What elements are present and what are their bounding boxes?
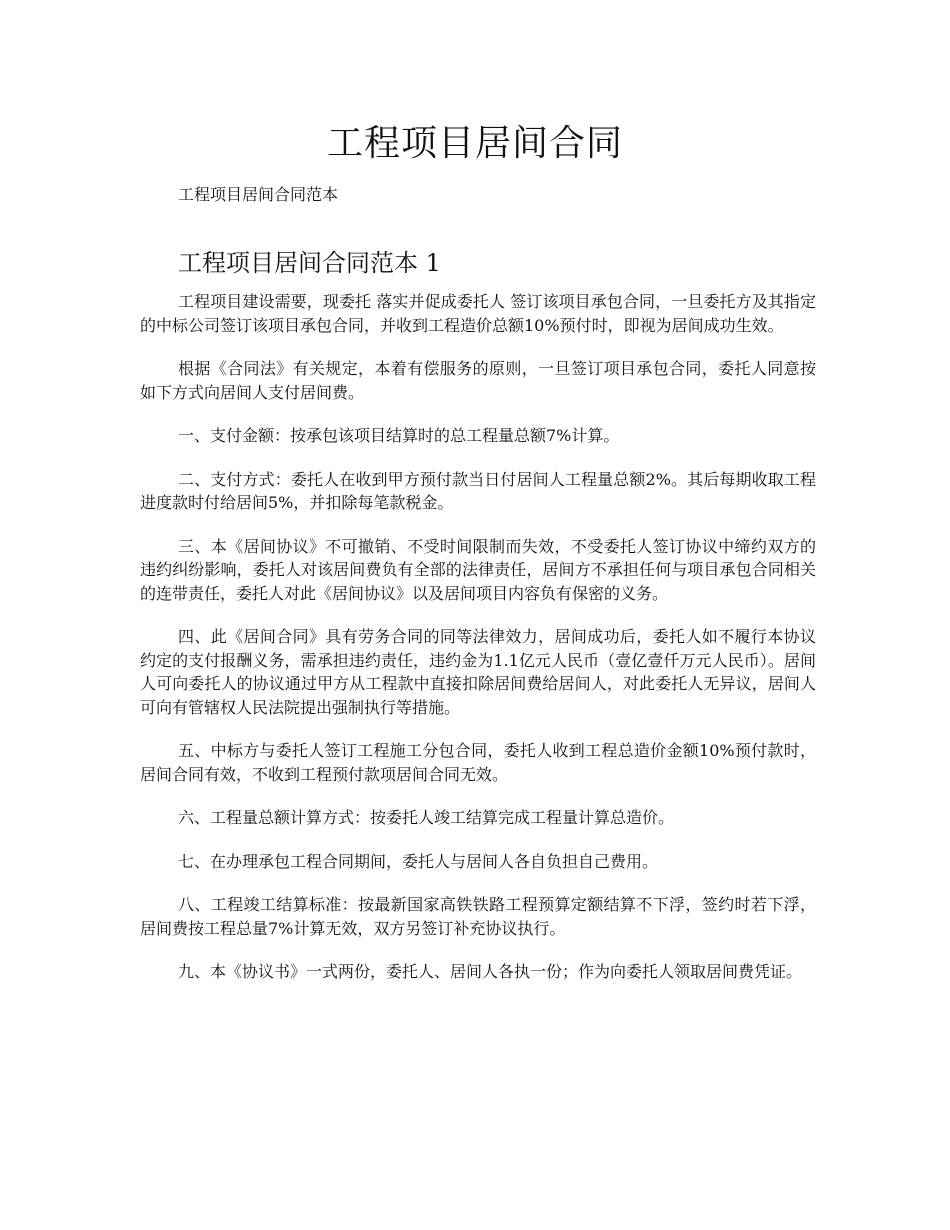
section-heading: 工程项目居间合同范本 1 <box>178 248 441 277</box>
clause-5-validity: 五、中标方与委托人签订工程施工分包合同，委托人收到工程总造价金额10%预付款时，居间合同有效，不收到工程预付款项居间合同无效。 <box>140 741 816 784</box>
paragraph-intro: 工程项目建设需要，现委托 落实并促成委托人 签订该项目承包合同，一旦委托方及其指定的中标公司签订该项目承包合同，并收到工程造价总额10%预付时，即视为居间成功生效。 <box>140 292 816 335</box>
clause-7-expenses: 七、在办理承包工程合同期间，委托人与居间人各自负担自己费用。 <box>178 851 659 871</box>
clause-8-settlement-standard: 八、工程竣工结算标准：按最新国家高铁铁路工程预算定额结算不下浮，签约时若下浮，居间费按工程总量7%计算无效，双方另签订补充协议执行。 <box>140 895 816 938</box>
contract-body <box>140 290 816 1004</box>
document-title: 工程项目居间合同 <box>326 123 623 165</box>
clause-6-calculation: 六、工程量总额计算方式：按委托人竣工结算完成工程量计算总造价。 <box>178 808 675 827</box>
paragraph-legal-basis: 根据《合同法》有关规定，本着有偿服务的原则，一旦签订项目承包合同，委托人同意按如下方式向居间人支付居间费。 <box>140 359 816 402</box>
clause-3-irrevocability: 三、本《居间协议》不可撤销、不受时间限制而失效，不受委托人签订协议中缔约双方的违约纠纷影响，委托人对该居间费负有全部的法律责任，居间方不承担任何与项目承包合同相关的连带责任，委托人对此《居间协议》以及居间项目内容负有保密的义务。 <box>140 536 816 603</box>
clause-1-payment-amount: 一、支付金额：按承包该项目结算时的总工程量总额7%计算。 <box>178 426 620 445</box>
clause-9-copies: 九、本《协议书》一式两份，委托人、居间人各执一份；作为向委托人领取居间费凭证。 <box>178 962 803 981</box>
document-subtitle: 工程项目居间合同范本 <box>178 185 339 204</box>
clause-4-legal-effect: 四、此《居间合同》具有劳务合同的同等法律效力，居间成功后，委托人如不履行本协议约定的支付报酬义务，需承担违约责任，违约金为1.1亿元人民币（壹亿壹仟万元人民币）。居间人可向委托人的协议通过甲方从工程款中直接扣除居间费给居间人，对此委托人无异议，居间人可向有管辖权人民法院提出强制执行等措施。 <box>140 627 816 717</box>
clause-2-payment-method: 二、支付方式：委托人在收到甲方预付款当日付居间人工程量总额2%。其后每期收取工程进度款时付给居间5%，并扣除每笔款税金。 <box>140 469 816 512</box>
